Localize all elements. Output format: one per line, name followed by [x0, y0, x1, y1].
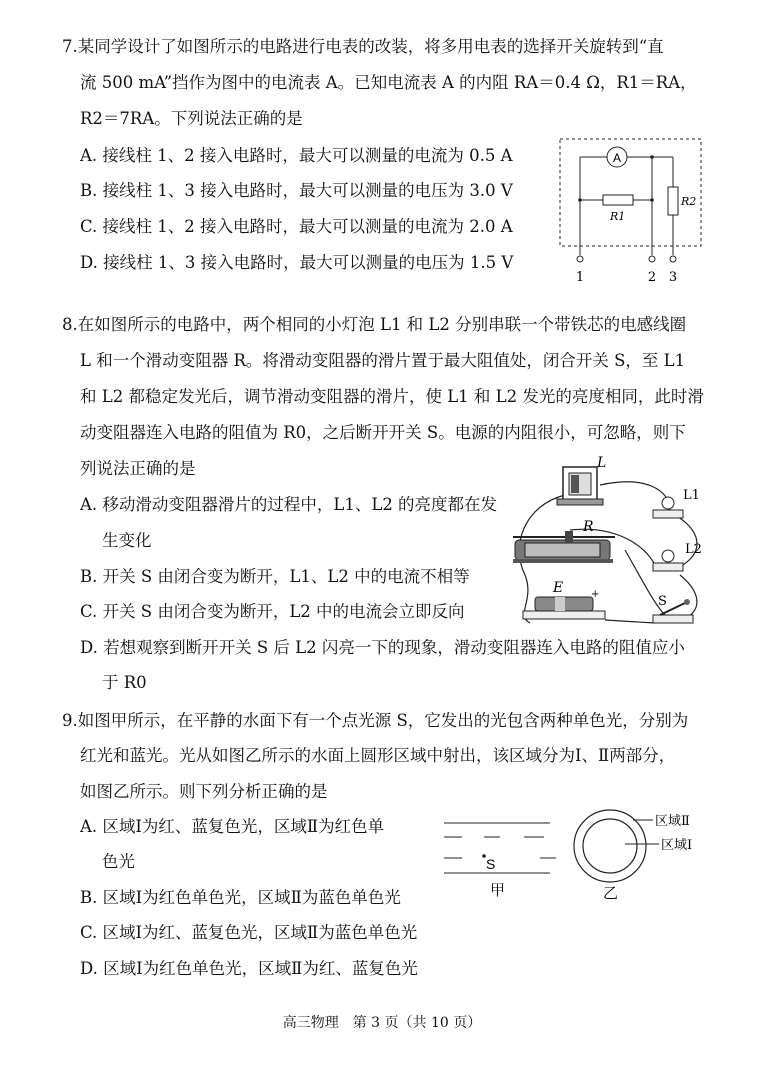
q9-option-b: B. 区域Ⅰ为红色单色光，区域Ⅱ为蓝色单色光	[80, 888, 401, 907]
q9-option-a-cont: 色光	[102, 852, 135, 871]
q7-option-a: A. 接线柱 1、2 接入电路时，最大可以测量的电流为 0.5 A	[80, 146, 513, 165]
bulb-l2-label: L2	[685, 542, 702, 557]
q8-line-1: 8.在如图所示的电路中，两个相同的小灯泡 L1 和 L2 分别串联一个带铁芯的电感线圈	[62, 315, 687, 334]
q7-option-b: B. 接线柱 1、3 接入电路时，最大可以测量的电压为 3.0 V	[80, 181, 513, 200]
light-source-label: S	[486, 856, 496, 872]
figure-yi-label: 乙	[603, 884, 619, 902]
q9-option-a: A. 区域Ⅰ为红、蓝复色光，区域Ⅱ为红色单	[80, 817, 385, 836]
q9-line-1: 9.如图甲所示，在平静的水面下有一个点光源 S，它发出的光包含两种单色光，分别为	[62, 711, 689, 730]
terminal-3: 3	[668, 270, 678, 285]
battery-label: E	[553, 580, 564, 596]
r1-label: R1	[610, 210, 626, 223]
r2-resistor	[668, 187, 678, 215]
rheostat-icon	[513, 531, 615, 563]
q7-line-2: 流 500 mA”挡作为图中的电流表 A。已知电流表 A 的内阻 RA＝0.4 Ω，R1＝RA，	[80, 73, 697, 92]
q7-line-3: R2＝7RA。下列说法正确的是	[80, 109, 303, 128]
q7-option-d: D. 接线柱 1、3 接入电路时，最大可以测量的电压为 1.5 V	[80, 253, 514, 272]
figure-jia-label: 甲	[490, 881, 506, 899]
q9-figure-yi	[565, 808, 715, 903]
q8-option-a-cont: 生变化	[102, 531, 152, 550]
q9-figure-jia	[440, 815, 560, 900]
q8-line-2: L 和一个滑动变阻器 R。将滑动变阻器的滑片置于最大阻值处，闭合开关 S，至 L1	[80, 351, 686, 370]
q9-option-d: D. 区域Ⅰ为红色单色光，区域Ⅱ为红、蓝复色光	[80, 959, 418, 978]
q8-option-b: B. 开关 S 由闭合变为断开，L1、L2 中的电流不相等	[80, 567, 470, 586]
region2-label: 区域Ⅱ	[655, 814, 690, 829]
outer-circle-region2	[574, 810, 646, 882]
q7-line-1: 7.某同学设计了如图所示的电路进行电表的改装，将多用电表的选择开关旋转到“直	[62, 37, 664, 56]
inductor-label: L	[597, 455, 607, 471]
terminal-1: 1	[575, 270, 585, 285]
q8-option-a: A. 移动滑动变阻器滑片的过程中，L1、L2 的亮度都在发	[80, 495, 498, 514]
battery-plus-label: +	[591, 589, 600, 600]
battery-icon	[523, 597, 605, 619]
q9-line-2: 红光和蓝光。光从如图乙所示的水面上圆形区域中射出，该区域分为Ⅰ、Ⅱ两部分，	[80, 746, 676, 765]
ammeter-label: A	[612, 151, 622, 165]
q9-line-3: 如图乙所示。则下列分析正确的是	[80, 782, 328, 801]
q8-line-3: 和 L2 都稳定发光后，调节滑动变阻器的滑片，使 L1 和 L2 发光的亮度相同，此时滑	[80, 387, 704, 406]
region1-label: 区域Ⅰ	[661, 838, 693, 853]
q8-line-5: 列说法正确的是	[80, 459, 196, 478]
inductor-icon	[557, 467, 603, 505]
inner-circle-region1	[583, 819, 637, 873]
q7-circuit-figure	[555, 135, 705, 295]
bulb-l1-icon	[653, 497, 683, 518]
page-footer: 高三物理 第 3 页（共 10 页）	[282, 1015, 482, 1031]
r2-label: R2	[681, 195, 697, 208]
q8-line-4: 动变阻器连入电路的阻值为 R0，之后断开开关 S。电源的内阻很小，可忽略，则下	[80, 423, 686, 442]
r1-resistor	[603, 195, 633, 205]
q9-option-c: C. 区域Ⅰ为红、蓝复色光，区域Ⅱ为蓝色单色光	[80, 923, 418, 942]
q8-apparatus-figure	[505, 455, 715, 635]
bulb-l2-icon	[653, 550, 683, 571]
q8-option-c: C. 开关 S 由闭合变为断开，L2 中的电流会立即反向	[80, 602, 465, 621]
q8-option-d: D. 若想观察到断开开关 S 后 L2 闪亮一下的现象，滑动变阻器连入电路的阻值应小	[80, 638, 685, 657]
q8-option-d-cont: 于 R0	[102, 673, 147, 692]
terminal-2: 2	[647, 270, 657, 285]
switch-label: S	[658, 594, 667, 609]
rheostat-label: R	[583, 519, 594, 535]
q7-option-c: C. 接线柱 1、2 接入电路时，最大可以测量的电流为 2.0 A	[80, 217, 513, 236]
bulb-l1-label: L1	[683, 488, 700, 503]
